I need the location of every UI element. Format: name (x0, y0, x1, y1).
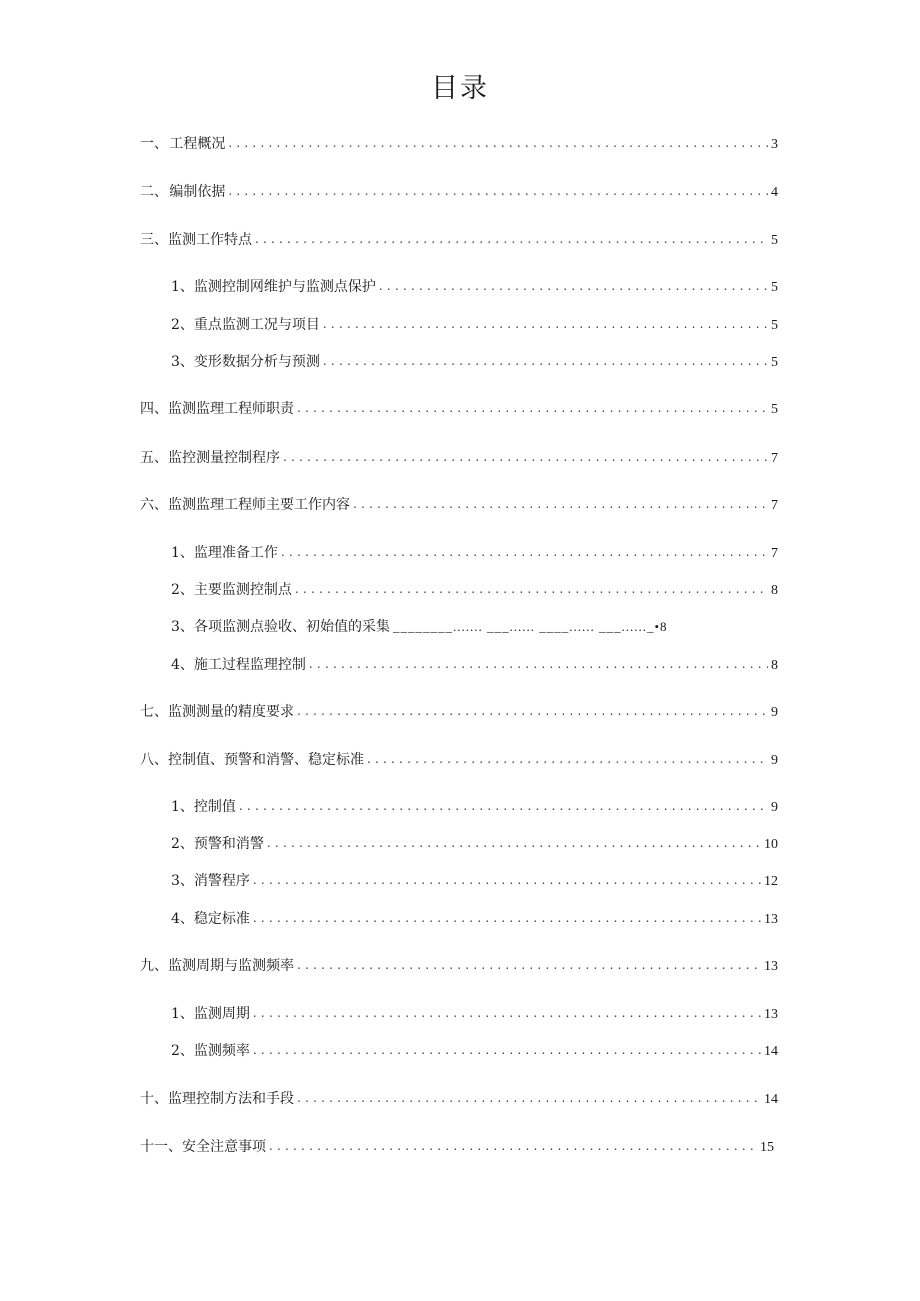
toc-entry-title: 监测控制网维护与监测点保护 (193, 279, 376, 295)
toc-entry[interactable] (171, 798, 778, 816)
toc-entry-page-number: 5 (771, 402, 778, 417)
toc-dot-leader (228, 134, 768, 152)
toc-entry-title: 预警和消警 (193, 836, 264, 852)
toc-entry-title: 消警程序 (193, 873, 250, 889)
toc-entry-page-number: 9 (771, 705, 778, 720)
page-title: 目录 (431, 73, 489, 104)
toc-entry-title: 监理准备工作 (193, 545, 278, 561)
toc-entry-page-number: 3 (771, 137, 778, 152)
toc-dot-leader (283, 448, 768, 466)
toc-entry-page-number: 5 (771, 280, 778, 295)
toc-entry-title: 监测工作特点 (168, 232, 252, 248)
toc-dot-leader (253, 871, 761, 889)
toc-entry[interactable] (140, 449, 778, 467)
toc-entry[interactable] (171, 872, 778, 890)
toc-entry-number: 2、 (171, 317, 194, 333)
toc-entry[interactable] (140, 1090, 778, 1108)
toc-dot-leader (323, 315, 768, 333)
toc-dot-leader (379, 277, 768, 295)
toc-entry-page-number: 14 (764, 1044, 778, 1059)
toc-entry-title: 监测测量的精度要求 (168, 704, 294, 720)
toc-entry-title: 控制值 (193, 799, 236, 815)
toc-entry-number: 四、 (140, 401, 168, 417)
toc-entry-number: 1、 (171, 799, 194, 815)
toc-entry-number: 八、 (140, 752, 168, 768)
toc-entry-number: 2、 (171, 836, 194, 852)
toc-entry[interactable] (140, 496, 778, 514)
toc-entry-title: 稳定标准 (193, 911, 250, 927)
toc-dot-leader (228, 182, 768, 200)
toc-entry-page-number: 7 (771, 546, 778, 561)
toc-entry-title: 监测监理工程师主要工作内容 (168, 497, 350, 513)
toc-entry-page-number: 5 (771, 355, 778, 370)
toc-entry[interactable] (171, 316, 778, 334)
toc-entry-number: 一、 (140, 136, 168, 152)
toc-entry-title: 编制依据 (169, 184, 226, 200)
toc-entry-number: 3、 (171, 873, 194, 889)
toc-dot-leader (255, 230, 768, 248)
toc-entry-page-number: 13 (764, 1007, 778, 1022)
toc-entry-title: 监测监理工程师职责 (168, 401, 294, 417)
toc-entry-page-number: 7 (771, 451, 778, 466)
toc-entry-number: 2、 (171, 1043, 194, 1059)
toc-dot-leader (253, 1041, 761, 1059)
toc-dot-leader (253, 1004, 761, 1022)
toc-entry-page-number: 8 (771, 583, 778, 598)
toc-entry[interactable] (171, 581, 778, 599)
toc-entry-number: 1、 (171, 545, 194, 561)
toc-entry-title: 主要监测控制点 (193, 582, 292, 598)
toc-entry-page-number: 9 (771, 753, 778, 768)
toc-entry[interactable] (171, 1005, 778, 1023)
toc-entry-number: 九、 (140, 958, 168, 974)
toc-entry[interactable] (171, 618, 778, 636)
toc-entry[interactable] (140, 1138, 774, 1156)
toc-dot-leader (269, 1137, 757, 1155)
toc-entry-title: 工程概况 (169, 136, 226, 152)
toc-entry-title: 重点监测工况与项目 (193, 317, 320, 333)
toc-entry-title: 施工过程监理控制 (193, 657, 306, 673)
toc-dot-leader (353, 495, 768, 513)
toc-entry-page-number: 9 (771, 800, 778, 815)
toc-entry-title: 监测频率 (193, 1043, 250, 1059)
toc-entry-page-number: 10 (764, 837, 778, 852)
toc-entry-number: 二、 (140, 184, 168, 200)
toc-entry[interactable] (171, 544, 778, 562)
toc-entry-page-number: 5 (771, 318, 778, 333)
toc-dot-leader (267, 834, 761, 852)
toc-entry[interactable] (171, 835, 778, 853)
toc-entry-number: 1、 (171, 1006, 194, 1022)
toc-entry[interactable] (140, 400, 778, 418)
toc-dot-leader (297, 956, 761, 974)
toc-entry-number: 3、 (171, 354, 194, 370)
toc-entry-page-number: 4 (771, 185, 778, 200)
toc-dot-leader (281, 543, 768, 561)
toc-entry[interactable] (171, 278, 778, 296)
toc-entry-page-number: 8 (771, 658, 778, 673)
toc-dot-leader (239, 797, 768, 815)
toc-dot-leader (297, 1089, 761, 1107)
toc-entry-title: 控制值、预警和消警、稳定标准 (168, 752, 364, 768)
toc-entry-number: 十一、 (140, 1139, 182, 1155)
toc-entry-number: 3、 (171, 619, 194, 635)
toc-entry-page-number: 12 (764, 874, 778, 889)
toc-entry[interactable] (171, 656, 778, 674)
toc-entry-title: 各项监测点验收、初始值的采集 (194, 619, 390, 635)
toc-dot-leader (323, 352, 768, 370)
toc-entry[interactable] (140, 231, 778, 249)
toc-entry-title: 监测周期 (193, 1006, 250, 1022)
toc-entry-number: 三、 (140, 232, 168, 248)
toc-entry-title: 监理控制方法和手段 (168, 1091, 294, 1107)
toc-entry[interactable] (140, 703, 778, 721)
toc-entry-number: 六、 (140, 497, 168, 513)
toc-dot-leader (297, 702, 768, 720)
toc-dot-leader (297, 399, 768, 417)
toc-entry-number: 2、 (171, 582, 194, 598)
toc-dot-leader (253, 909, 761, 927)
toc-dot-leader (367, 750, 768, 768)
toc-entry-title: 监测周期与监测频率 (168, 958, 294, 974)
toc-entry[interactable] (171, 910, 778, 928)
toc-entry[interactable] (140, 751, 778, 769)
toc-entry[interactable] (140, 135, 778, 153)
toc-entry[interactable] (140, 183, 778, 201)
toc-entry-page-number: 13 (764, 912, 778, 927)
toc-entry-page-number: 5 (771, 233, 778, 248)
toc-entry-number: 七、 (140, 704, 168, 720)
toc-entry-page-number: 15 (760, 1140, 774, 1155)
toc-entry[interactable] (171, 1042, 778, 1060)
toc-entry-title: 变形数据分析与预测 (193, 354, 320, 370)
toc-entry-number: 五、 (140, 450, 168, 466)
toc-dot-leader (295, 580, 768, 598)
toc-entry-number: 4、 (171, 911, 194, 927)
toc-entry[interactable] (140, 957, 778, 975)
toc-entry-page-number: 14 (764, 1092, 778, 1107)
toc-entry-title: 安全注意事项 (182, 1139, 266, 1155)
toc-entry-leader-page: ________....... ___...... ____...... ___......_•8 (393, 619, 668, 634)
toc-dot-leader (309, 655, 768, 673)
toc-entry-page-number: 7 (771, 498, 778, 513)
toc-entry-page-number: 13 (764, 959, 778, 974)
toc-entry-number: 4、 (171, 657, 194, 673)
toc-entry-title: 监控测量控制程序 (168, 450, 280, 466)
toc-entry-number: 十、 (140, 1091, 168, 1107)
toc-entry-number: 1、 (171, 279, 194, 295)
toc-entry[interactable] (171, 353, 778, 371)
